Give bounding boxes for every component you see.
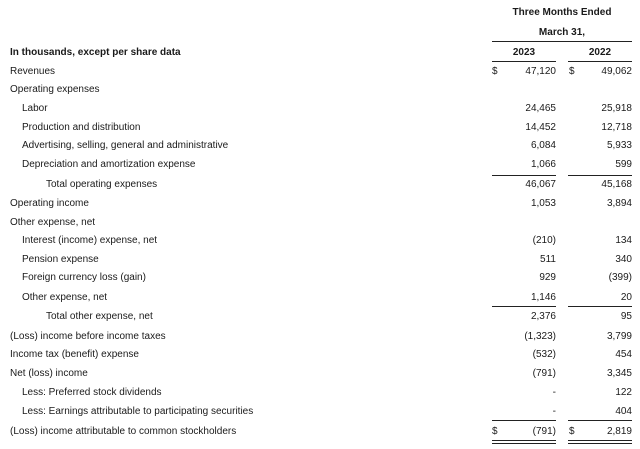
row-label: Pension expense bbox=[22, 254, 99, 265]
double-rule-2022-top bbox=[568, 440, 632, 441]
value-2022: 45,168 bbox=[601, 179, 632, 190]
row-label: (Loss) income before income taxes bbox=[10, 331, 166, 342]
table-row bbox=[0, 385, 640, 401]
table-row bbox=[0, 252, 640, 268]
value-2022: 454 bbox=[615, 349, 632, 360]
double-rule-2023-bottom bbox=[492, 443, 556, 444]
value-2023: (791) bbox=[532, 426, 556, 437]
row-label: Net (loss) income bbox=[10, 368, 88, 379]
table-title: In thousands, except per share data bbox=[10, 47, 181, 58]
value-2023: 24,465 bbox=[525, 103, 556, 114]
value-2023: (532) bbox=[532, 349, 556, 360]
value-2023: 46,067 bbox=[525, 179, 556, 190]
value-2022: 3,894 bbox=[606, 198, 632, 209]
year-divider-2023 bbox=[492, 61, 556, 62]
period-header: Three Months Ended bbox=[512, 7, 612, 18]
value-2023: 511 bbox=[540, 254, 556, 265]
value-2023: 6,084 bbox=[530, 140, 556, 151]
currency-symbol-2023: $ bbox=[492, 426, 498, 437]
table-row bbox=[0, 120, 640, 136]
value-2022: 5,933 bbox=[606, 140, 632, 151]
table-row bbox=[0, 366, 640, 382]
value-2022: 122 bbox=[615, 387, 632, 398]
table-row bbox=[0, 290, 640, 306]
row-label: Total other expense, net bbox=[46, 311, 153, 322]
subtotal-rule-2023-a bbox=[492, 175, 556, 176]
subtotal-rule-2023-b bbox=[492, 306, 556, 307]
value-2023: (1,323) bbox=[524, 331, 556, 342]
value-2022: 95 bbox=[620, 311, 632, 322]
value-2022: 20 bbox=[620, 292, 632, 303]
value-2022: (399) bbox=[608, 272, 632, 283]
row-label: (Loss) income attributable to common stockholders bbox=[10, 426, 237, 437]
row-label: Total operating expenses bbox=[46, 179, 158, 190]
table-row bbox=[0, 347, 640, 363]
table-row bbox=[0, 233, 640, 249]
value-2022: 49,062 bbox=[601, 66, 632, 77]
row-label: Interest (income) expense, net bbox=[22, 235, 158, 246]
value-2023: 47,120 bbox=[525, 66, 556, 77]
value-2023: 1,053 bbox=[530, 198, 556, 209]
value-2023: 1,146 bbox=[530, 292, 556, 303]
row-label: Income tax (benefit) expense bbox=[10, 349, 139, 360]
currency-symbol-2022: $ bbox=[569, 426, 575, 437]
value-2023: 929 bbox=[539, 272, 556, 283]
value-2023: 1,066 bbox=[530, 159, 556, 170]
table-row bbox=[0, 64, 640, 80]
currency-symbol-2023: $ bbox=[492, 66, 498, 77]
row-label: Production and distribution bbox=[22, 122, 141, 133]
value-2022: 134 bbox=[615, 235, 632, 246]
row-label: Depreciation and amortization expense bbox=[22, 159, 196, 170]
table-row bbox=[0, 196, 640, 212]
table-row bbox=[0, 101, 640, 117]
value-2022: 599 bbox=[615, 159, 632, 170]
value-2022: 25,918 bbox=[601, 103, 632, 114]
table-row bbox=[0, 157, 640, 173]
table-row bbox=[0, 215, 640, 231]
row-label: Less: Preferred stock dividends bbox=[22, 387, 162, 398]
table-row bbox=[0, 309, 640, 325]
column-header-2022: 2022 bbox=[588, 47, 612, 58]
year-divider-2022 bbox=[568, 61, 632, 62]
value-2022: 340 bbox=[615, 254, 632, 265]
row-label: Advertising, selling, general and administrative bbox=[22, 140, 229, 151]
total-rule-2023 bbox=[492, 420, 556, 421]
currency-symbol-2022: $ bbox=[569, 66, 575, 77]
table-row bbox=[0, 270, 640, 286]
value-2022: 3,345 bbox=[606, 368, 632, 379]
period-divider bbox=[492, 41, 632, 42]
value-2023: (791) bbox=[532, 368, 556, 379]
value-2022: 404 bbox=[615, 406, 632, 417]
subtotal-rule-2022-b bbox=[568, 306, 632, 307]
total-rule-2022 bbox=[568, 420, 632, 421]
double-rule-2022-bottom bbox=[568, 443, 632, 444]
row-label: Other expense, net bbox=[10, 217, 96, 228]
value-2023: - bbox=[552, 406, 556, 417]
row-label: Labor bbox=[22, 103, 48, 114]
row-label: Other expense, net bbox=[22, 292, 108, 303]
subtotal-rule-2022-a bbox=[568, 175, 632, 176]
value-2023: - bbox=[552, 387, 556, 398]
row-label: Less: Earnings attributable to participating securities bbox=[22, 406, 254, 417]
table-row bbox=[0, 424, 640, 440]
double-rule-2023-top bbox=[492, 440, 556, 441]
value-2022: 12,718 bbox=[601, 122, 632, 133]
table-row bbox=[0, 138, 640, 154]
row-label: Operating expenses bbox=[10, 84, 100, 95]
value-2022: 2,819 bbox=[606, 426, 632, 437]
value-2023: 14,452 bbox=[525, 122, 556, 133]
value-2023: (210) bbox=[532, 235, 556, 246]
row-label: Revenues bbox=[10, 66, 56, 77]
value-2023: 2,376 bbox=[530, 311, 556, 322]
table-row bbox=[0, 177, 640, 193]
period-date: March 31, bbox=[538, 27, 586, 38]
table-row bbox=[0, 404, 640, 420]
column-header-2023: 2023 bbox=[512, 47, 536, 58]
table-row bbox=[0, 329, 640, 345]
value-2022: 3,799 bbox=[606, 331, 632, 342]
row-label: Operating income bbox=[10, 198, 89, 209]
row-label: Foreign currency loss (gain) bbox=[22, 272, 146, 283]
table-row bbox=[0, 82, 640, 98]
